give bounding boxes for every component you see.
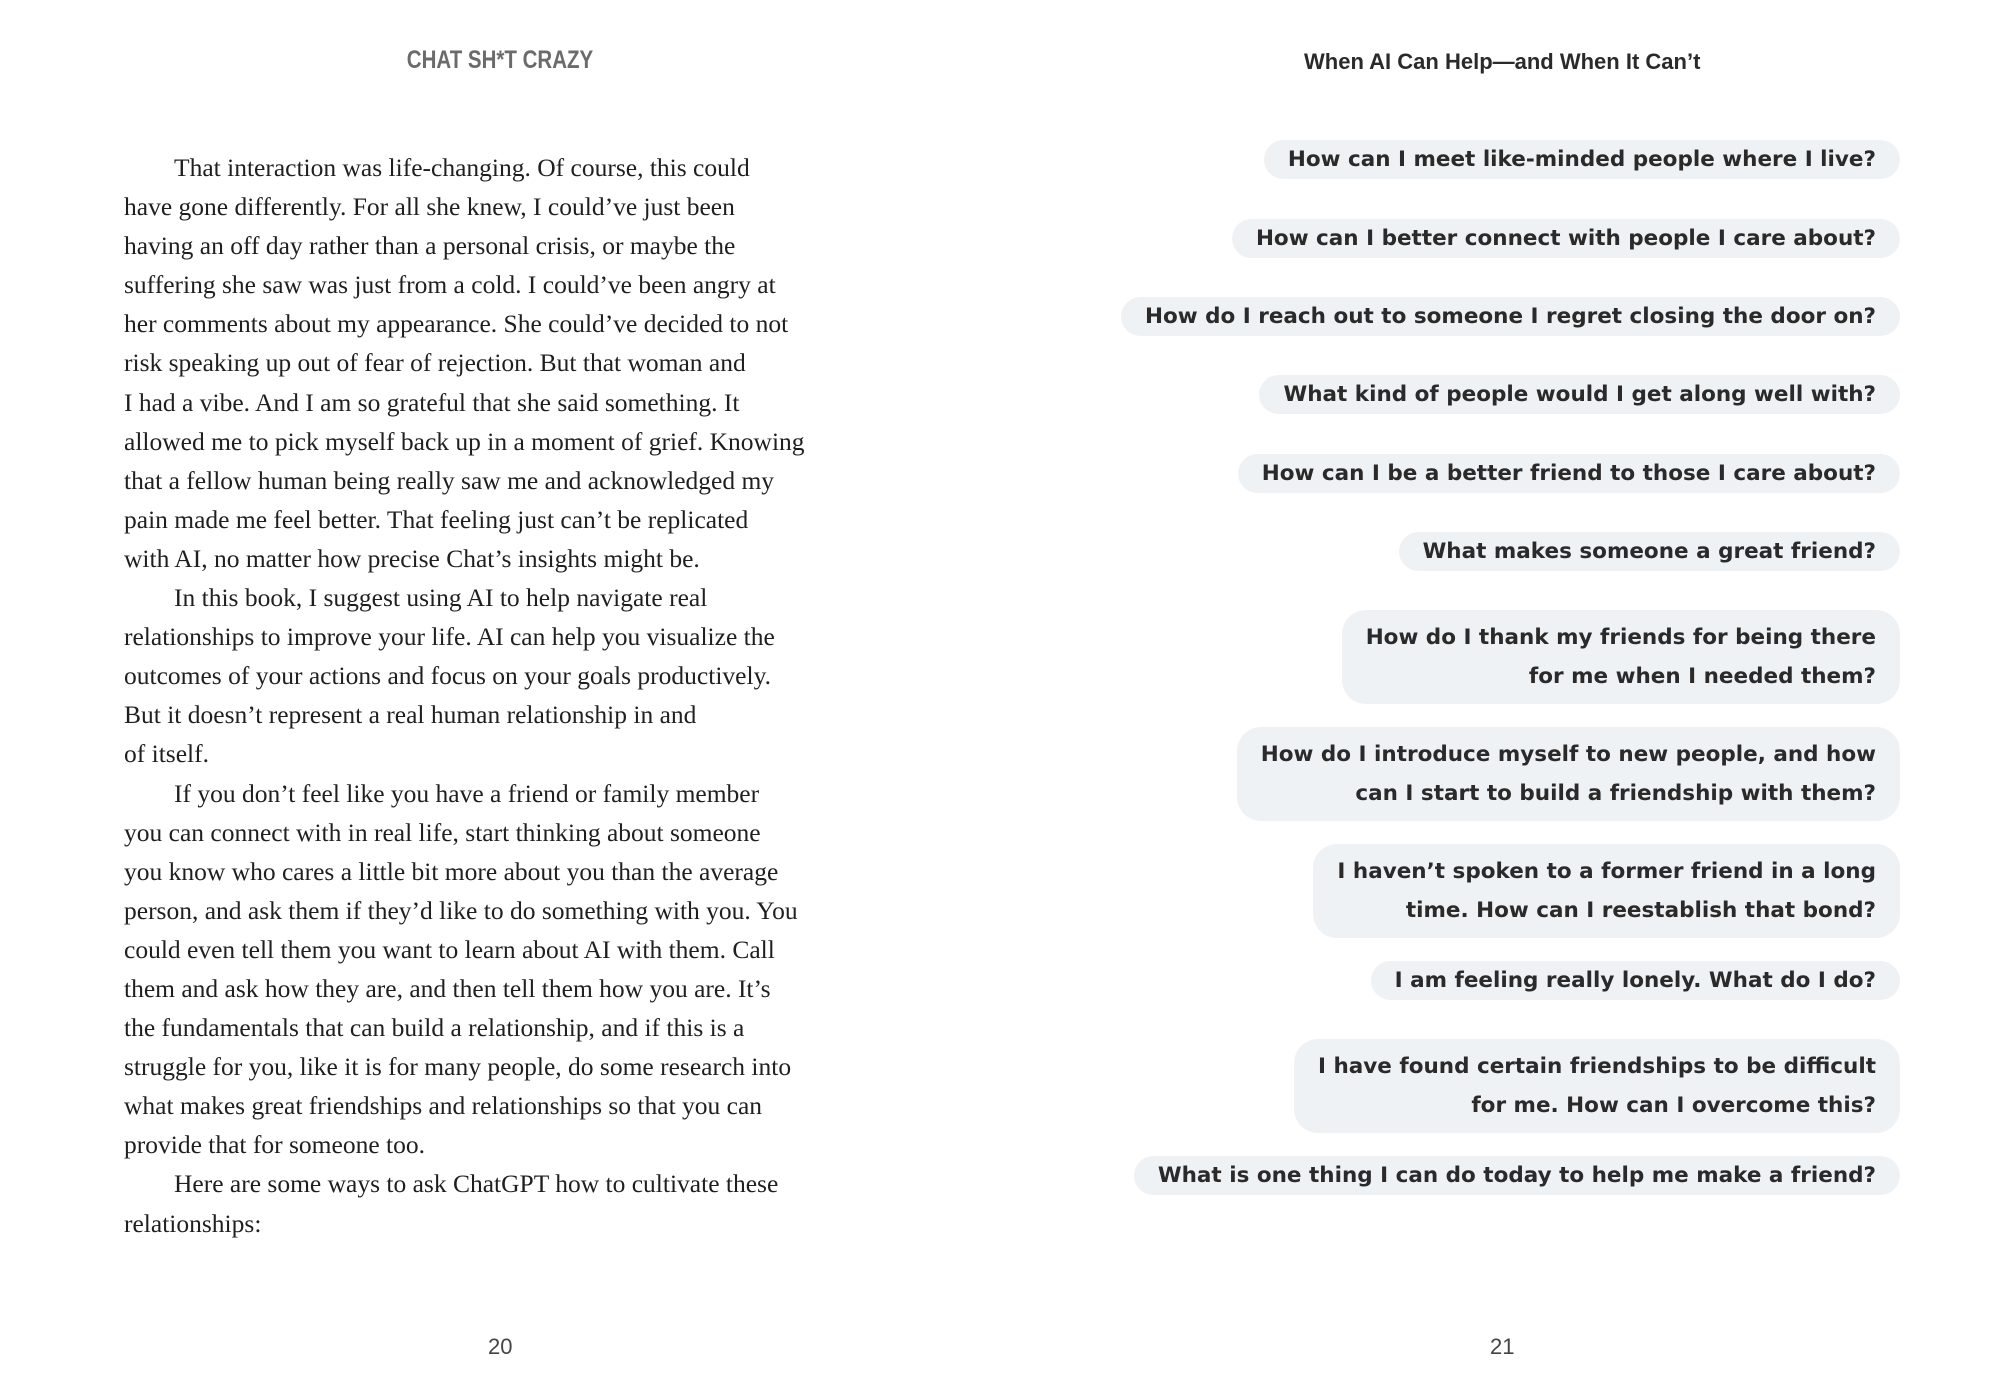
prompt-bubble: I have found certain friendships to be difficult for me. How can I overcome this?	[1294, 1039, 1900, 1133]
prompt-bubble: How can I be a better friend to those I care about?	[1238, 454, 1900, 493]
page-number-right: 21	[1490, 1334, 1515, 1359]
running-head-book-title: CHAT SH*T CRAZY	[406, 46, 594, 74]
prompt-bubble: How do I reach out to someone I regret closing the door on?	[1121, 297, 1900, 336]
prompt-bubble: What makes someone a great friend?	[1399, 532, 1900, 571]
prompt-bubble: How can I meet like-minded people where I live?	[1264, 140, 1900, 179]
paragraph: Here are some ways to ask ChatGPT how to cultivate these relationships:	[124, 1169, 779, 1238]
prompt-bubble: How can I better connect with people I care about?	[1232, 219, 1900, 258]
prompt-bubble: I am feeling really lonely. What do I do?	[1371, 961, 1900, 1000]
prompt-bubble: How do I thank my friends for being there for me when I needed them?	[1342, 610, 1900, 704]
prompt-bubble: I haven’t spoken to a former friend in a long time. How can I reestablish that bond?	[1313, 844, 1900, 938]
prompt-bubble: What kind of people would I get along well with?	[1259, 375, 1900, 414]
prompt-bubble: How do I introduce myself to new people, and how can I start to build a friendship with them?	[1237, 727, 1900, 821]
page-number-left: 20	[488, 1334, 513, 1359]
paragraph: That interaction was life-changing. Of course, this could have gone differently. For all she knew, I could’ve just been having an off day rather than a personal crisis, or maybe the suffering she saw was just from a cold. I could’ve been angry at her comments about my appearance. She could’ve decided to not risk speaking up out of fear of rejection. But that woman and I had a vibe. And I am so grateful that she said something. It allowed me to pick myself back up in a moment of grief. Knowing that a fellow human being really saw me and acknowledged my pain made me feel better. That feeling just can’t be replicated with AI, no matter how precise Chat’s insights might be.	[124, 153, 805, 573]
body-text	[124, 148, 884, 1243]
paragraph: If you don’t feel like you have a friend or family member you can connect with in real life, start thinking about someone you know who cares a little bit more about you than the average person, and ask them if they’d like to do something with you. You could even tell them you want to learn about AI with them. Call them and ask how they are, and then tell them how you are. It’s the fundamentals that can build a relationship, and if this is a struggle for you, like it is for many people, do some research into what makes great friendships and relationships so that you can provide that for someone too.	[124, 778, 798, 1160]
prompt-bubble: What is one thing I can do today to help me make a friend?	[1134, 1156, 1900, 1195]
running-head-chapter-title: When AI Can Help—and When It Can’t	[1304, 49, 1701, 74]
paragraph: In this book, I suggest using AI to help navigate real relationships to improve your life. AI can help you visualize the outcomes of your actions and focus on your goals productively. But it doesn’t represent a real human relationship in and of itself.	[124, 583, 775, 769]
